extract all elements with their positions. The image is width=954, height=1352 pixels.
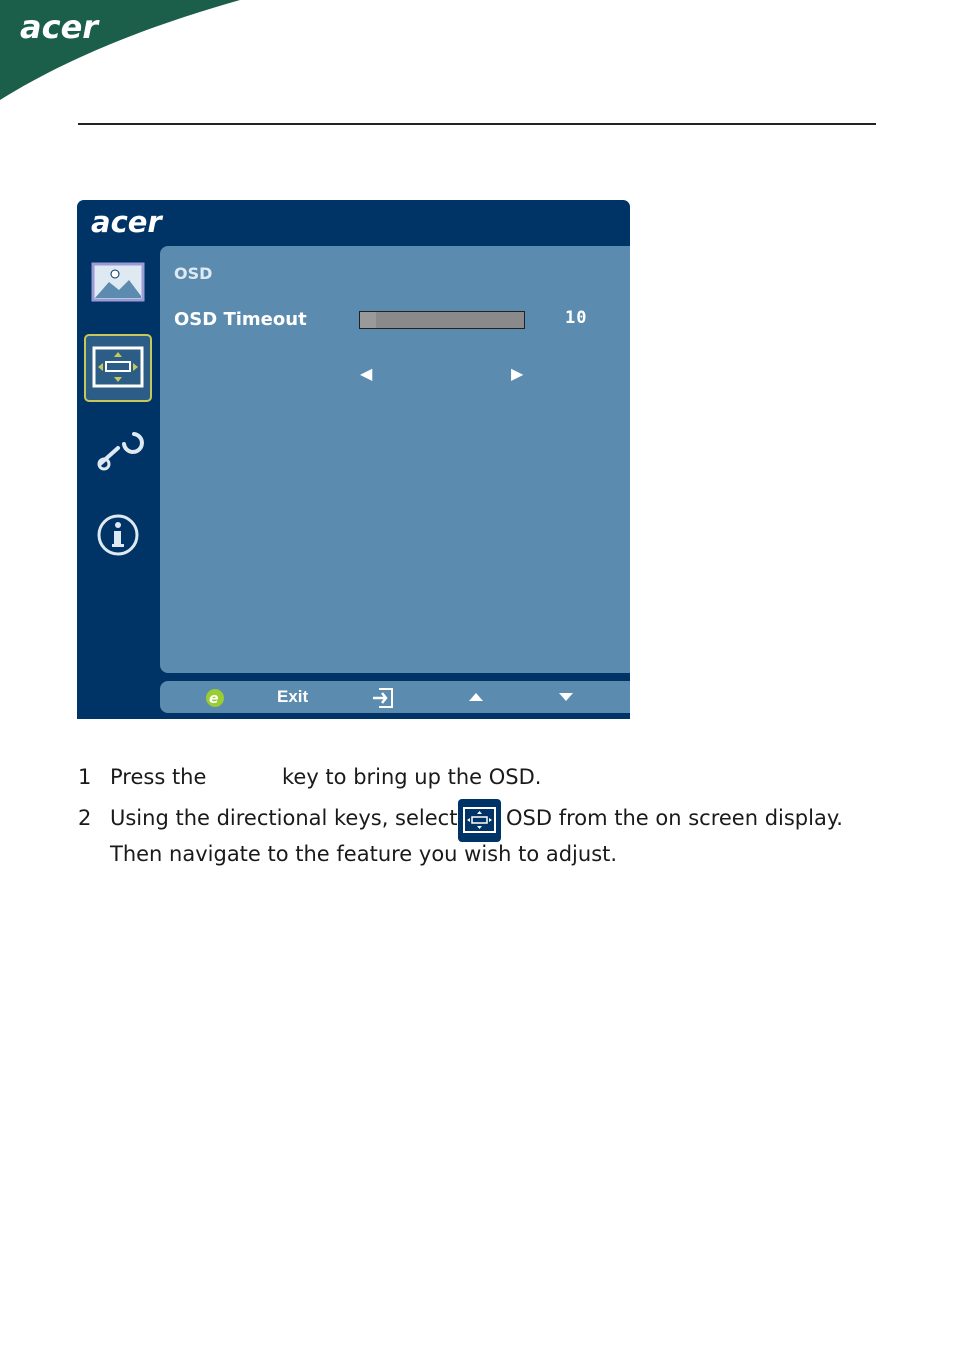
empowering-key-icon[interactable]	[205, 688, 225, 708]
osd-logo	[91, 204, 171, 238]
step-text-line2: Then navigate to the feature you wish to adjust.	[110, 842, 618, 866]
step-text-after: key to bring up the OSD.	[282, 765, 542, 789]
osd-timeout-label[interactable]: OSD Timeout	[174, 309, 307, 330]
down-arrow-icon[interactable]	[558, 691, 574, 703]
step-text-before: Using the directional keys, select	[110, 806, 458, 830]
osd-screenshot	[77, 200, 630, 719]
enter-icon[interactable]	[371, 687, 395, 709]
svg-text:acer: acer	[91, 205, 162, 238]
corner-brand-banner	[0, 0, 260, 110]
step-text-after: OSD from the on screen display.	[506, 806, 843, 830]
up-arrow-icon[interactable]	[468, 691, 484, 703]
step-number: 1	[78, 765, 92, 789]
step-number: 2	[78, 806, 92, 830]
osd-timeout-slider[interactable]	[359, 311, 525, 329]
osd-settings-icon[interactable]	[84, 334, 152, 402]
osd-menu-heading: OSD	[174, 264, 213, 283]
osd-timeout-value: 10	[565, 308, 588, 328]
info-icon[interactable]	[95, 512, 141, 558]
osd-timeout-slider-fill	[360, 312, 376, 328]
header-rule	[78, 123, 876, 125]
brand-logo: acer	[20, 8, 99, 46]
left-arrow-icon[interactable]: ◀	[360, 364, 373, 383]
exit-label[interactable]: Exit	[277, 687, 309, 706]
wrench-icon[interactable]	[94, 426, 144, 474]
svg-text:e: e	[209, 691, 219, 707]
step-text-before: Press the	[110, 765, 207, 789]
picture-icon[interactable]	[91, 262, 145, 304]
osd-settings-icon	[458, 799, 501, 842]
right-arrow-icon[interactable]: ▶	[511, 364, 524, 383]
